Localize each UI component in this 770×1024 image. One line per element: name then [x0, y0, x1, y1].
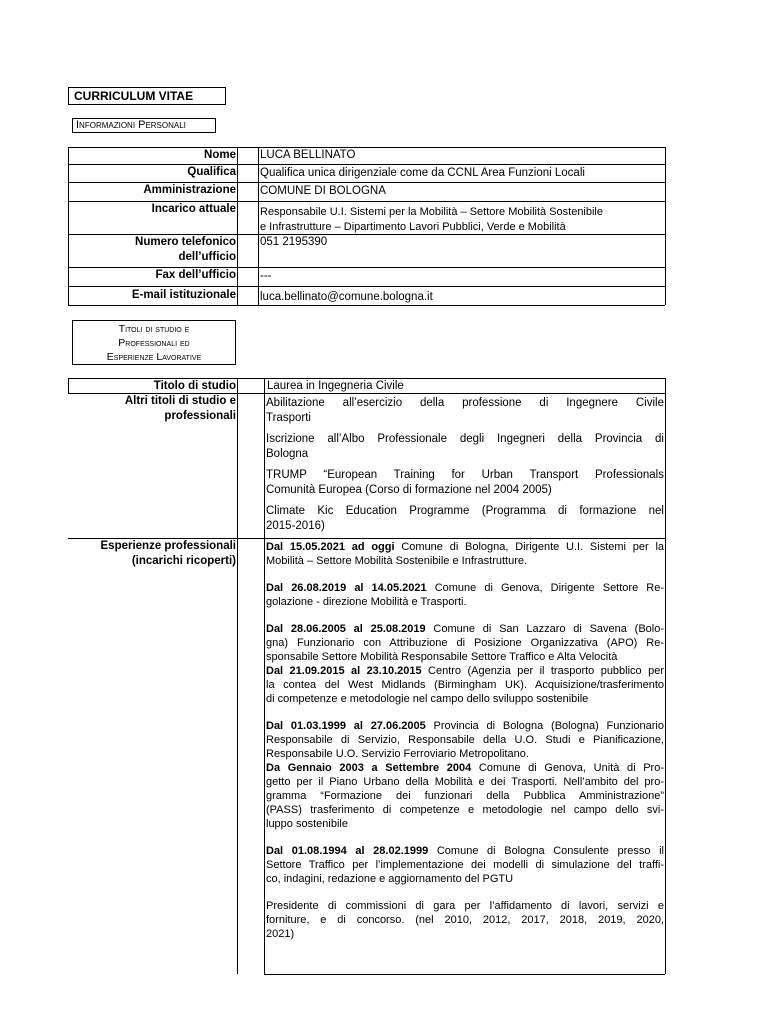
experience-item: Da Gennaio 2003 a Settembre 2004 Comune di Genova, Unità di Pro- getto per il Piano Urbano della Mobilità e dei Trasporti. Nell’ambito del pro- gramma “Formazione dei funzionari della Pubblica Amministrazione” (PASS) trasferimento di competenze e metodologie nel campo dello svi- luppo sostenibile [266, 762, 664, 830]
fax-label: Fax dell’ufficio [155, 269, 236, 281]
experience-list [266, 540, 664, 941]
experience-item: Dal 26.08.2019 al 14.05.2021 Comune di Genova, Dirigente Settore Re- golazione - direzione Mobilità e Trasporti. [266, 582, 664, 608]
experience-item: Dal 01.08.1994 al 28.02.1999 Comune di Bologna Consulente presso il Settore Traffico per l’implementazione dei modelli di simulazione del traffi- co, indagini, redazione e aggiornamento del PGTU [266, 845, 664, 885]
amministrazione-value: COMUNE DI BOLOGNA [260, 185, 386, 197]
nome-value: LUCA BELLINATO [260, 149, 356, 161]
incarico-value: Responsabile U.I. Sistemi per la Mobilità – Settore Mobilità Sostenibile e Infrastrutture – Dipartimento Lavori Pubblici, Verde e Mobilità [260, 206, 603, 233]
cv-title: CURRICULUM VITAE [68, 87, 226, 105]
experience-item: Dal 28.06.2005 al 25.08.2019 Comune di San Lazzaro di Savena (Bolo- gna) Funzionario con Attribuzione di Posizione Organizzativa (APO) Re- sponsabile Settore Mobilità Responsabile Settore Traffico e Alta Velocità [266, 623, 664, 663]
altri-titolo-item: Iscrizione all’Albo Professionale degli Ingegneri della Provincia di [266, 433, 664, 445]
telefono-value: 051 2195390 [260, 236, 328, 248]
qualifica-value: Qualifica unica dirigenziale come da CCNL Area Funzioni Locali [260, 167, 585, 179]
altri-titolo-item: Abilitazione all’esercizio della professione di Ingegnere Civile [266, 397, 664, 409]
incarico-label: Incarico attuale [151, 203, 236, 215]
titolo-label: Titolo di studio [153, 380, 236, 392]
email-value: luca.bellinato@comune.bologna.it [260, 291, 433, 303]
altri-titoli-label: Altri titoli di studio e professionali [124, 395, 236, 422]
altri-titolo-item: TRUMP “European Training for Urban Transport Professionals [266, 469, 664, 481]
nome-label: Nome [204, 149, 236, 161]
qualifica-label: Qualifica [187, 166, 236, 178]
titolo-value: Laurea in Ingegneria Civile [267, 380, 404, 392]
telefono-label: Numero telefonico dell’ufficio [135, 236, 236, 263]
email-label: E-mail istituzionale [131, 289, 236, 301]
altri-titoli-list: Abilitazione all’esercizio della professione di Ingegnere Civile Trasporti Iscrizione all’Albo Professionale degli Ingegneri della Provincia di Bologna TRUMP “European Training for Urban Transport Professionals Comunità Europea (Corso di formazione nel 2004 2005) Climate Kic Education Programme (Programma di formazione nel 2015-2016) [266, 397, 664, 532]
experience-item: Dal 21.09.2015 al 23.10.2015 Centro (Agenzia per il trasporto pubblico per la contea del West Midlands (Birmingham UK). Acquisizione/trasferimento di competenze e metodologie nel campo dello sviluppo sostenibile [266, 665, 664, 705]
amministrazione-label: Amministrazione [143, 184, 236, 196]
experience-item: Presidente di commissioni di gara per l’affidamento di lavori, servizi e forniture, e di concorso. (nel 2010, 2012, 2017, 2018, 2019, 2020, 2021) [266, 900, 664, 940]
section-studies-experience: Titoli di studio e Professionali ed Esperienze Lavorative [72, 320, 236, 365]
experience-item: Dal 15.05.2021 ad oggi Comune di Bologna, Dirigente U.I. Sistemi per la Mobilità – Settore Mobilità Sostenibile e Infrastrutture. [266, 541, 665, 567]
fax-value: --- [260, 270, 272, 282]
altri-titolo-item: Climate Kic Education Programme (Programma di formazione nel [266, 505, 664, 517]
section-personal-info: Informazioni Personali [72, 118, 216, 133]
experience-item: Dal 01.03.1999 al 27.06.2005 Provincia di Bologna (Bologna) Funzionario Responsabile di Servizio, Responsabile della U.O. Studi e Pianificazione, Responsabile U.O. Servizio Ferroviario Metropolitano. [266, 720, 664, 760]
esperienze-label: Esperienze professionali (incarichi ricoperti) [100, 540, 236, 567]
